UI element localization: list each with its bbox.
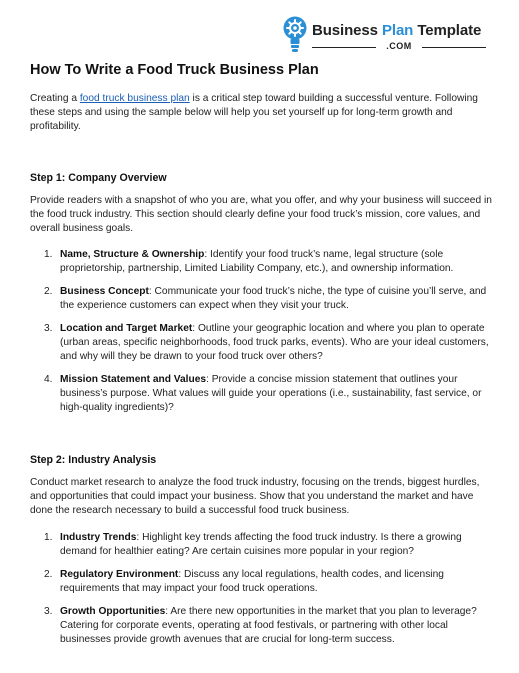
list-text: : Identify your food truck’s name, legal structure (sole proprietorship, partnership, Limited Liability Company, etc.), and ownership information. <box>60 249 454 274</box>
list-item <box>44 373 490 415</box>
list-number: 2. <box>44 286 53 297</box>
step2-paragraph: Conduct market research to analyze the food truck industry, focusing on the trends, biggest hurdles, and opportunities that could impact your business. Show that you understand the market and have done the research necessary to build a successful food truck business. <box>30 477 480 516</box>
list-text: : Are there new opportunities in the market that you plan to leverage? Catering for corporate events, operating at food festivals, or partnering with other local businesses provide growth avenues that are crucial for long-term success. <box>60 606 477 645</box>
list-text: : Highlight key trends affecting the food truck industry. Is there a growing demand for healthier eating? Are certain cuisines more popular in your region? <box>60 532 462 557</box>
brand-logo[interactable] <box>282 15 492 59</box>
list-text: : Discuss any local regulations, health codes, and licensing requirements that may impact your food truck operations. <box>60 569 444 594</box>
step1-heading: Step 1: Company Overview <box>30 172 167 184</box>
list-term: Regulatory Environment <box>60 569 179 580</box>
brand-name <box>312 22 481 39</box>
food-truck-business-plan-link[interactable]: food truck business plan <box>79 93 190 104</box>
list-term: Industry Trends <box>60 532 137 543</box>
list-item <box>44 531 490 559</box>
list-term: Name, Structure & Ownership <box>60 249 205 260</box>
list-term: Growth Opportunities <box>60 606 166 617</box>
lightbulb-gear-icon <box>282 15 308 57</box>
brand-domain: .COM <box>386 41 412 51</box>
intro-paragraph <box>30 92 492 134</box>
list-text: : Communicate your food truck’s niche, the type of cuisine you’ll serve, and the experience customers can expect when they visit your truck. <box>60 286 487 311</box>
step1-list <box>44 248 490 415</box>
step2-list <box>44 531 490 647</box>
list-number: 3. <box>44 323 53 334</box>
brand-name-part3: Template <box>413 22 482 39</box>
brand-name-part1: Business <box>312 22 382 39</box>
list-term: Mission Statement and Values <box>60 374 207 385</box>
intro-text-end: is a critical step toward building a successful venture. Following these steps and using the sample below will help you set yourself up for long-term growth and profitability. <box>30 93 478 132</box>
intro-text-start: Creating a <box>30 93 80 104</box>
list-term: Location and Target Market <box>60 323 193 334</box>
step2-heading: Step 2: Industry Analysis <box>30 454 157 466</box>
page-title: How To Write a Food Truck Business Plan <box>30 62 319 78</box>
list-number: 3. <box>44 606 53 617</box>
list-item <box>44 568 490 596</box>
list-text: : Provide a concise mission statement that outlines your business’s purpose. What values will guide your operations (i.e., sustainability, fast service, or high-quality ingredients)? <box>60 374 482 413</box>
step1-paragraph: Provide readers with a snapshot of who you are, what you offer, and why your business will succeed in the food truck industry. This section should clearly define your food truck’s mission, core values, and overall business goals. <box>30 195 492 234</box>
divider <box>422 47 486 48</box>
list-text: : Outline your geographic location and where you plan to operate (urban areas, specific neighborhoods, food truck parks, events). Who are your ideal customers, and why will they be drawn to your food truck over others? <box>60 323 489 362</box>
list-item <box>44 605 490 647</box>
brand-domain-row <box>312 41 486 53</box>
list-number: 2. <box>44 569 53 580</box>
list-number: 4. <box>44 374 53 385</box>
brand-name-accent: Plan <box>381 22 414 39</box>
list-term: Business Concept <box>60 286 149 297</box>
list-item <box>44 285 490 313</box>
list-item <box>44 322 490 364</box>
divider <box>312 47 376 48</box>
list-number: 1. <box>44 249 53 260</box>
list-item <box>44 248 490 276</box>
list-number: 1. <box>44 532 53 543</box>
